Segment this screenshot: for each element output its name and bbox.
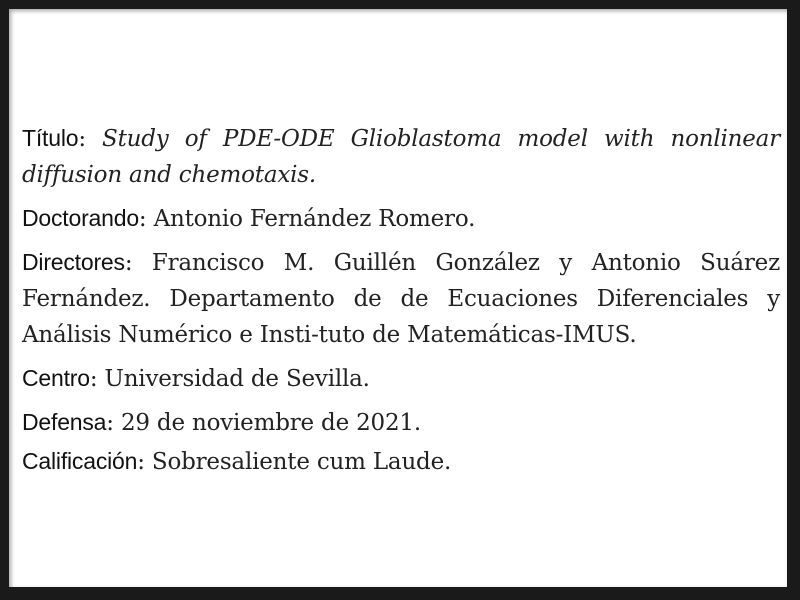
defense-value: 29 de noviembre de 2021.: [120, 410, 421, 436]
center-separator: :: [89, 366, 105, 392]
doctoral-candidate-separator: :: [138, 206, 154, 232]
doctoral-candidate-entry: [22, 200, 780, 237]
thesis-record: [22, 120, 780, 480]
grade-separator: :: [137, 449, 152, 475]
directors-separator: :: [124, 250, 152, 276]
title-label: Título: [22, 125, 79, 151]
doctoral-candidate-value: Antonio Fernández Romero.: [153, 206, 476, 232]
directors-label: Directores: [22, 249, 125, 275]
grade-value: Sobresaliente cum Laude.: [151, 449, 452, 475]
center-label: Centro: [22, 365, 90, 391]
doctoral-candidate-label: Doctorando: [22, 205, 139, 231]
center-entry: [22, 360, 780, 397]
directors-entry: [22, 244, 780, 353]
grade-label: Calificación: [22, 448, 138, 474]
defense-label: Defensa: [22, 409, 107, 435]
directors-value: Francisco M. Guillén González y Antonio Suárez Fernández. Departamento de de Ecuaciones Diferenciales y Análisis Numérico e Insti-tuto de Matemáticas-IMUS.: [22, 250, 780, 348]
center-value: Universidad de Sevilla.: [104, 366, 370, 392]
title-value: Study of PDE-ODE Glioblastoma model with nonlinear diffusion and chemotaxis.: [22, 126, 780, 188]
title-separator: :: [78, 126, 103, 152]
grade-entry: [22, 443, 780, 480]
title-entry: [22, 120, 780, 193]
defense-entry: [22, 404, 780, 441]
defense-separator: :: [106, 410, 121, 436]
